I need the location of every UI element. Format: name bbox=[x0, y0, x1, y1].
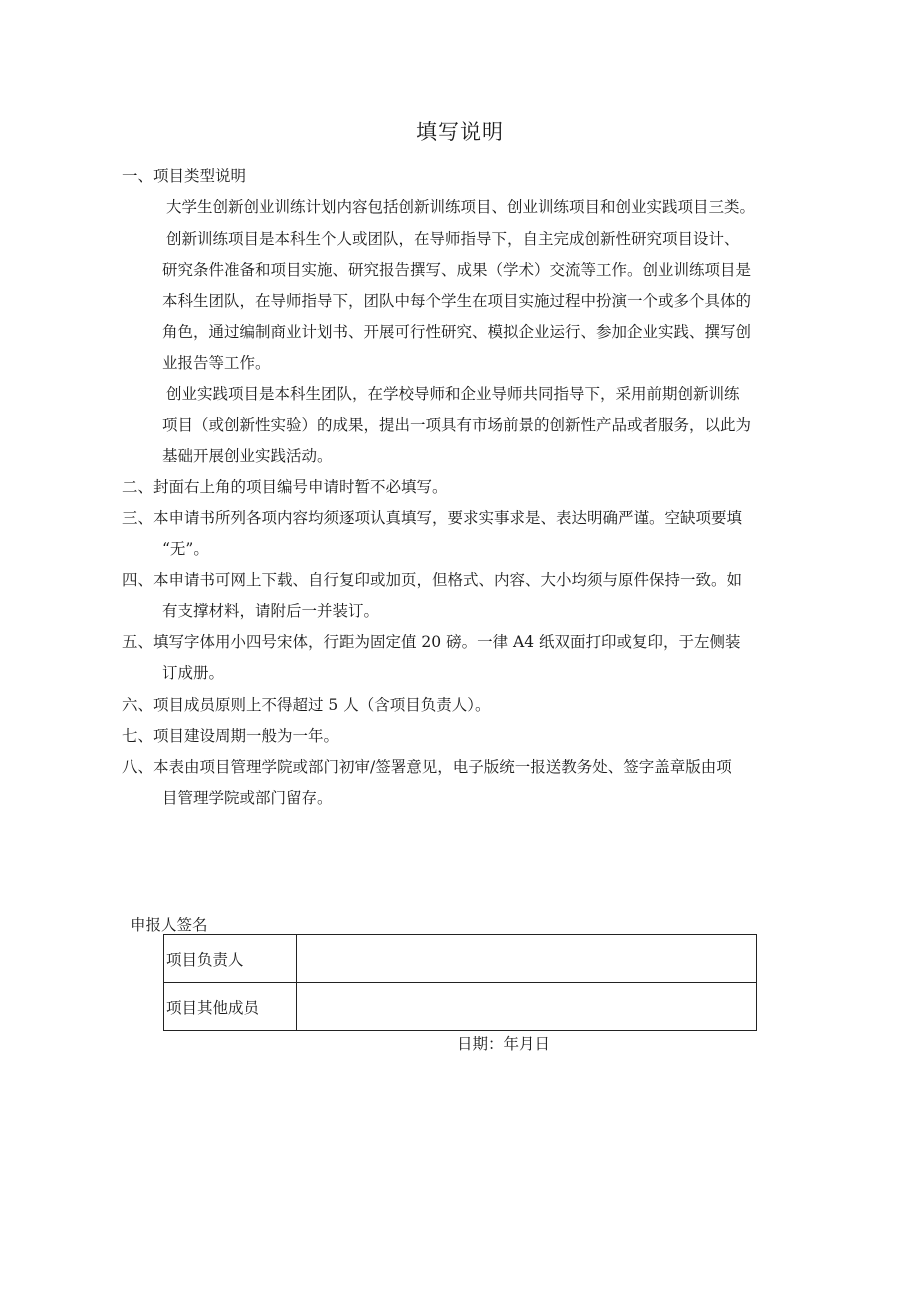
section-7-text: 七、项目建设周期一般为一年。 bbox=[122, 727, 340, 745]
table-row bbox=[164, 935, 757, 983]
section-1-heading: 一、项目类型说明 bbox=[122, 167, 247, 185]
section-5-text: 五、填写字体用小四号宋体，行距为固定值 20 磅。一律 A4 纸双面打印或复印，于左侧装 bbox=[122, 633, 741, 651]
date-line: 日期：年月日 bbox=[457, 1035, 551, 1053]
section-8-text: 八、本表由项目管理学院或部门初审/签署意见，电子版统一报送教务处、签字盖章版由项 bbox=[122, 758, 732, 776]
section-1-paragraph-line: 大学生创新创业训练计划内容包括创新训练项目、创业训练项目和创业实践项目三类。 bbox=[166, 198, 756, 216]
section-4-text: 有支撑材料，请附后一并装订。 bbox=[162, 602, 380, 620]
section-1-paragraph-line: 基础开展创业实践活动。 bbox=[162, 447, 333, 465]
leader-label: 项目负责人 bbox=[164, 935, 297, 983]
section-3-text: 三、本申请书所列各项内容均须逐项认真填写，要求实事求是、表达明确严谨。空缺项要填 bbox=[122, 509, 743, 527]
section-2-text: 二、封面右上角的项目编号申请时暂不必填写。 bbox=[122, 478, 448, 496]
section-1-paragraph-line: 创业实践项目是本科生团队，在学校导师和企业导师共同指导下，采用前期创新训练 bbox=[166, 385, 740, 403]
section-1-paragraph-line: 本科生团队，在导师指导下，团队中每个学生在项目实施过程中扮演一个或多个具体的 bbox=[162, 292, 752, 310]
page-title: 填写说明 bbox=[416, 120, 504, 144]
members-signature-field[interactable] bbox=[297, 983, 757, 1031]
members-label: 项目其他成员 bbox=[164, 983, 297, 1031]
section-3-text: “无”。 bbox=[162, 540, 209, 558]
signature-table bbox=[163, 934, 757, 1031]
section-1-paragraph-line: 角色，通过编制商业计划书、开展可行性研究、模拟企业运行、参加企业实践、撰写创 bbox=[162, 323, 752, 341]
section-6-text: 六、项目成员原则上不得超过 5 人（含项目负责人）。 bbox=[122, 696, 491, 714]
section-1-paragraph-line: 业报告等工作。 bbox=[162, 354, 271, 372]
signature-label: 申报人签名 bbox=[130, 916, 208, 934]
section-1-paragraph-line: 项目（或创新性实验）的成果，提出一项具有市场前景的创新性产品或者服务，以此为 bbox=[162, 416, 752, 434]
section-5-text: 订成册。 bbox=[162, 664, 225, 682]
table-row bbox=[164, 983, 757, 1031]
section-8-text: 目管理学院或部门留存。 bbox=[162, 789, 333, 807]
section-1-paragraph-line: 创新训练项目是本科生个人或团队，在导师指导下，自主完成创新性研究项目设计、 bbox=[166, 230, 740, 248]
section-1-paragraph-line: 研究条件准备和项目实施、研究报告撰写、成果（学术）交流等工作。创业训练项目是 bbox=[162, 261, 752, 279]
leader-signature-field[interactable] bbox=[297, 935, 757, 983]
section-4-text: 四、本申请书可网上下载、自行复印或加页，但格式、内容、大小均须与原件保持一致。如 bbox=[122, 571, 743, 589]
